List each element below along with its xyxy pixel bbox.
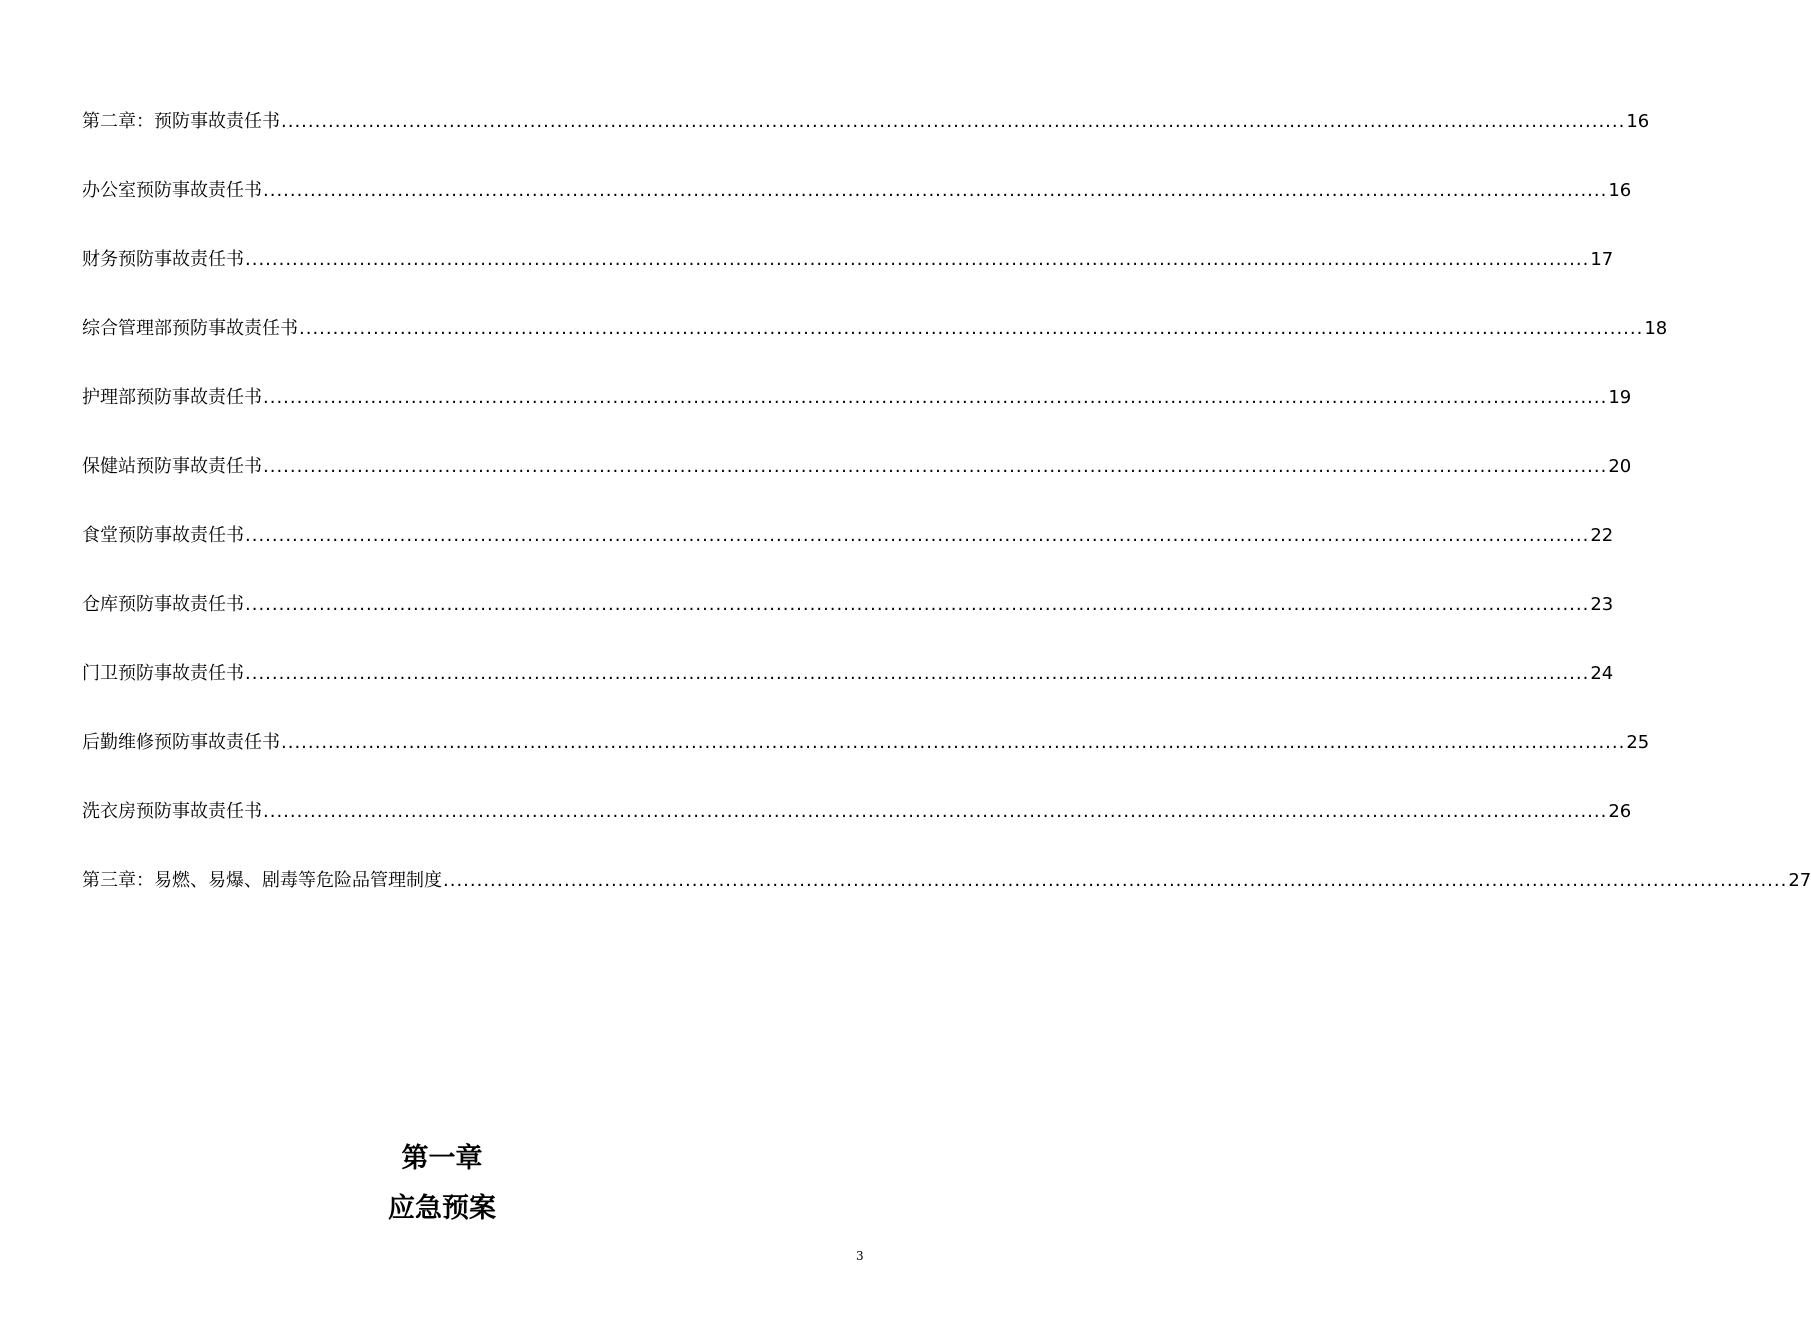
toc-entry[interactable] [82,106,1650,175]
toc-dot-leader: ........................................................................................................................................................................................................ [263,456,1608,477]
toc-entry-page: 23 [1590,594,1614,615]
toc-entry-title: 办公室预防事故责任书 [82,180,262,201]
toc-entry-title: 食堂预防事故责任书 [82,525,244,546]
toc-entry-title: 后勤维修预防事故责任书 [82,732,280,753]
toc-entry-title: 综合管理部预防事故责任书 [82,318,298,339]
toc-entry-page: 27 [1788,870,1811,891]
toc-dot-leader: ........................................................................................................................................................................................................ [299,318,1644,339]
toc-entry-title: 第三章：易燃、易爆、剧毒等危险品管理制度 [82,870,442,891]
toc-entry-page: 19 [1608,387,1632,408]
toc-entry[interactable] [82,589,1614,658]
toc-entry[interactable] [82,520,1614,589]
toc-dot-leader: ........................................................................................................................................................................................................ [443,870,1788,891]
toc-entry-title: 保健站预防事故责任书 [82,456,262,477]
toc-dot-leader: ........................................................................................................................................................................................................ [263,801,1608,822]
toc-entry-title: 仓库预防事故责任书 [82,594,244,615]
toc-entry-page: 20 [1608,456,1632,477]
toc-entry[interactable] [82,451,1632,520]
toc-entry-title: 第二章：预防事故责任书 [82,111,280,132]
toc-dot-leader: ........................................................................................................................................................................................................ [281,111,1626,132]
toc-entry[interactable] [82,382,1632,451]
toc-entry-title: 护理部预防事故责任书 [82,387,262,408]
toc-entry-page: 26 [1608,801,1632,822]
toc-entry-page: 16 [1608,180,1632,201]
toc-dot-leader: ........................................................................................................................................................................................................ [281,732,1626,753]
toc-entry-page: 16 [1626,111,1650,132]
toc-entry-title: 门卫预防事故责任书 [82,663,244,684]
toc-entry-page: 22 [1590,525,1614,546]
toc-dot-leader: ........................................................................................................................................................................................................ [245,249,1590,270]
toc-entry-page: 18 [1644,318,1668,339]
toc-dot-leader: ........................................................................................................................................................................................................ [245,525,1590,546]
toc-entry[interactable] [82,865,1811,934]
table-of-contents [82,106,1811,934]
toc-entry-page: 17 [1590,249,1614,270]
toc-entry-page: 24 [1590,663,1614,684]
toc-entry[interactable] [82,175,1632,244]
toc-dot-leader: ........................................................................................................................................................................................................ [263,180,1608,201]
toc-entry-title: 财务预防事故责任书 [82,249,244,270]
toc-dot-leader: ........................................................................................................................................................................................................ [245,594,1590,615]
toc-entry[interactable] [82,658,1614,727]
toc-entry[interactable] [82,727,1650,796]
toc-entry[interactable] [82,313,1668,382]
toc-entry-page: 25 [1626,732,1650,753]
toc-entry[interactable] [82,244,1614,313]
chapter-title: 应急预案 [388,1193,496,1224]
toc-dot-leader: ........................................................................................................................................................................................................ [263,387,1608,408]
toc-dot-leader: ........................................................................................................................................................................................................ [245,663,1590,684]
toc-entry[interactable] [82,796,1632,865]
toc-entry-title: 洗衣房预防事故责任书 [82,801,262,822]
chapter-number: 第一章 [401,1143,483,1174]
page-number: 3 [856,1249,864,1263]
